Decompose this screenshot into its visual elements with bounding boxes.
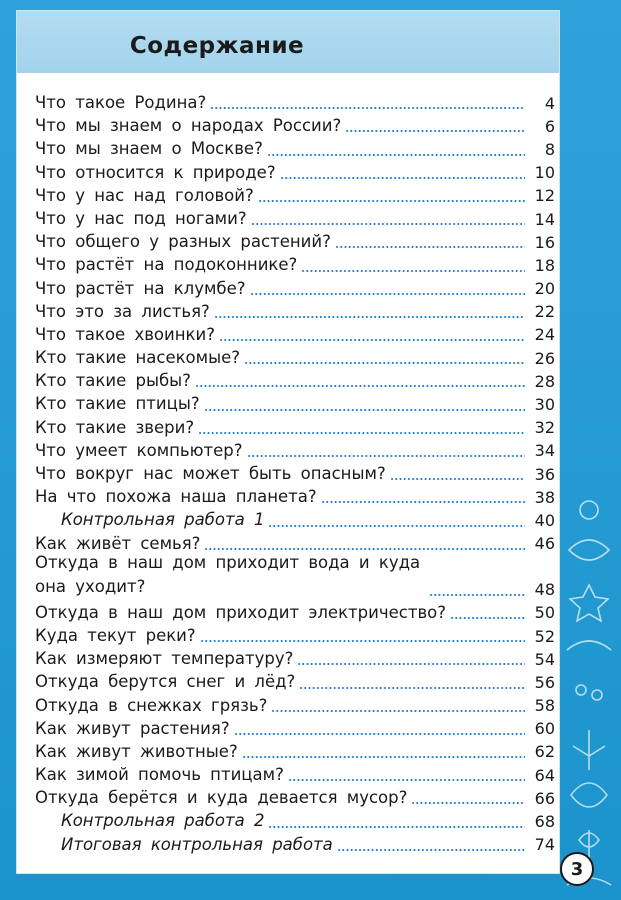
- leader-dots: [268, 525, 525, 527]
- toc-entry[interactable]: [35, 135, 555, 158]
- toc-entry-text: Что у нас над головой?: [35, 185, 254, 205]
- toc-entry-text: Что общего у разных растений?: [35, 232, 331, 252]
- page-number-badge: 3: [560, 852, 594, 886]
- toc-page-number: 52: [534, 626, 555, 646]
- toc-entry-text: Что у нас под ногами?: [35, 208, 247, 228]
- toc-page-number: 28: [534, 371, 555, 391]
- toc-page-number: 48: [534, 580, 555, 600]
- decorative-doodles: [559, 490, 621, 900]
- leader-dots: [247, 455, 525, 457]
- leader-dots: [450, 617, 525, 619]
- toc-page-number: 10: [534, 163, 555, 183]
- leader-dots: [195, 385, 525, 387]
- toc-entry-text: Что такое Родина?: [35, 93, 207, 113]
- toc-page-number: 66: [534, 788, 555, 808]
- toc-page-number: 16: [534, 232, 555, 252]
- toc-entry[interactable]: [35, 483, 555, 506]
- leader-dots: [345, 130, 525, 132]
- toc-entry-text: Как измеряют температуру?: [35, 649, 294, 669]
- toc-entry-text: Кто такие рыбы?: [35, 371, 191, 391]
- toc-entry-text: Что относится к природе?: [35, 162, 276, 182]
- toc-entry-text: Кто такие звери?: [35, 417, 195, 437]
- leader-dots: [280, 177, 525, 179]
- toc-entry[interactable]: [35, 738, 555, 761]
- leader-dots: [200, 640, 525, 642]
- leader-dots: [429, 594, 525, 596]
- contents-panel: [16, 10, 560, 874]
- toc-entry[interactable]: [35, 715, 555, 738]
- toc-page-number: 14: [534, 209, 555, 229]
- toc-entry[interactable]: [35, 390, 555, 413]
- leader-dots: [335, 246, 525, 248]
- page-title: Содержание: [129, 33, 305, 59]
- toc-entry-text: Кто такие птицы?: [35, 394, 200, 414]
- leader-dots: [271, 710, 525, 712]
- toc-entry-test[interactable]: [35, 831, 555, 854]
- leader-dots: [244, 362, 525, 364]
- toc-entry[interactable]: [35, 275, 555, 298]
- leader-dots: [321, 501, 525, 503]
- toc-page-number: 50: [534, 603, 555, 623]
- toc-page-number: 74: [534, 835, 555, 855]
- table-of-contents: [35, 89, 555, 854]
- leader-dots: [198, 432, 525, 434]
- leader-dots: [204, 409, 525, 411]
- toc-entry-text: Куда текут реки?: [35, 625, 196, 645]
- toc-entry[interactable]: [35, 599, 555, 622]
- toc-page-number: 6: [544, 116, 555, 136]
- toc-entry-text: Откуда в снежках грязь?: [35, 695, 268, 715]
- leader-dots: [301, 270, 525, 272]
- toc-entry-text: Как зимой помочь птицам?: [35, 765, 284, 785]
- wave-icon: [567, 641, 611, 650]
- toc-entry[interactable]: [35, 205, 555, 228]
- berry-icon: [592, 690, 602, 700]
- leader-dots: [210, 107, 525, 109]
- bird-icon: [571, 783, 607, 807]
- leader-dots: [204, 548, 525, 550]
- snowflake-icon: [573, 730, 605, 770]
- toc-page-number: 26: [534, 348, 555, 368]
- berry-icon: [576, 685, 586, 695]
- leader-dots: [299, 687, 525, 689]
- toc-entry[interactable]: [35, 367, 555, 390]
- toc-entry-text: Что вокруг нас может быть опасным?: [35, 464, 386, 484]
- toc-entry-text: Что такое хвоинки?: [35, 324, 215, 344]
- toc-page-number: 46: [534, 534, 555, 554]
- toc-entry[interactable]: [35, 460, 555, 483]
- toc-page-number: 62: [534, 742, 555, 762]
- header-banner: [17, 11, 559, 73]
- toc-entry[interactable]: [35, 784, 555, 807]
- toc-page-number: 30: [534, 395, 555, 415]
- toc-page-number: 12: [534, 186, 555, 206]
- toc-page-number: 64: [534, 765, 555, 785]
- leader-dots: [390, 478, 525, 480]
- toc-page-number: 34: [534, 441, 555, 461]
- toc-page-number: 24: [534, 325, 555, 345]
- leaf-icon: [569, 540, 609, 560]
- leader-dots: [234, 733, 525, 735]
- leader-dots: [250, 293, 526, 295]
- toc-entry-text: Откуда берётся и куда девается мусор?: [35, 788, 408, 808]
- toc-entry-text: Как живёт семья?: [35, 533, 201, 553]
- toc-entry-text: Как живут растения?: [35, 718, 230, 738]
- toc-page-number: 20: [534, 279, 555, 299]
- toc-page-number: 32: [534, 418, 555, 438]
- toc-page-number: 18: [534, 255, 555, 275]
- leader-dots: [214, 316, 525, 318]
- leader-dots: [297, 663, 525, 665]
- toc-page-number: 38: [534, 487, 555, 507]
- toc-entry[interactable]: [35, 553, 555, 599]
- toc-entry-text: Контрольная работа 1: [61, 510, 265, 530]
- toc-entry[interactable]: [35, 530, 555, 553]
- leader-dots: [337, 849, 525, 851]
- toc-entry-text: Контрольная работа 2: [61, 811, 265, 831]
- toc-entry-text: На что похожа наша планета?: [35, 487, 317, 507]
- leader-dots: [251, 223, 525, 225]
- leader-dots: [267, 154, 525, 156]
- toc-entry-text: Что мы знаем о народах России?: [35, 116, 342, 136]
- toc-entry[interactable]: [35, 159, 555, 182]
- leader-dots: [242, 756, 525, 758]
- toc-entry-text: Кто такие насекомые?: [35, 348, 241, 368]
- toc-entry[interactable]: [35, 668, 555, 691]
- toc-entry[interactable]: [35, 761, 555, 784]
- toc-entry[interactable]: [35, 645, 555, 668]
- toc-page-number: 60: [534, 719, 555, 739]
- toc-page-number: 40: [534, 510, 555, 530]
- toc-entry-text: Откуда в наш дом приходит вода и куда она уходит?: [35, 552, 421, 596]
- leader-dots: [411, 802, 525, 804]
- toc-page-number: 36: [534, 464, 555, 484]
- toc-page-number: 8: [544, 139, 555, 159]
- toc-entry-text: Что растёт на клумбе?: [35, 278, 246, 298]
- toc-entry-text: Откуда берутся снег и лёд?: [35, 672, 296, 692]
- toc-page-number: 4: [544, 93, 555, 113]
- toc-entry[interactable]: [35, 437, 555, 460]
- leader-dots: [219, 339, 525, 341]
- toc-entry[interactable]: [35, 89, 555, 112]
- toc-entry-test[interactable]: [35, 807, 555, 830]
- toc-entry[interactable]: [35, 251, 555, 274]
- toc-entry[interactable]: [35, 344, 555, 367]
- leader-dots: [288, 779, 525, 781]
- toc-entry-test[interactable]: [35, 506, 555, 529]
- toc-page-number: 22: [534, 302, 555, 322]
- flower-icon: [580, 501, 598, 519]
- toc-entry[interactable]: [35, 112, 555, 135]
- toc-entry[interactable]: [35, 321, 555, 344]
- toc-entry[interactable]: [35, 182, 555, 205]
- toc-entry[interactable]: [35, 298, 555, 321]
- toc-entry[interactable]: [35, 692, 555, 715]
- leader-dots: [268, 826, 525, 828]
- toc-entry-text: Что мы знаем о Москве?: [35, 139, 263, 159]
- toc-entry-text: Как живут животные?: [35, 741, 238, 761]
- toc-entry-text: Что умеет компьютер?: [35, 440, 243, 460]
- toc-entry[interactable]: [35, 622, 555, 645]
- toc-entry-text: Что это за листья?: [35, 301, 210, 321]
- leader-dots: [258, 200, 525, 202]
- toc-page-number: 68: [534, 812, 555, 832]
- toc-entry-text: Что растёт на подоконнике?: [35, 255, 298, 275]
- toc-entry[interactable]: [35, 228, 555, 251]
- star-icon: [570, 585, 608, 621]
- toc-page-number: 56: [534, 672, 555, 692]
- toc-entry[interactable]: [35, 414, 555, 437]
- toc-entry-text: Откуда в наш дом приходит электричество?: [35, 602, 447, 622]
- toc-page-number: 54: [534, 649, 555, 669]
- toc-page-number: 58: [534, 696, 555, 716]
- toc-entry-text: Итоговая контрольная работа: [61, 834, 333, 854]
